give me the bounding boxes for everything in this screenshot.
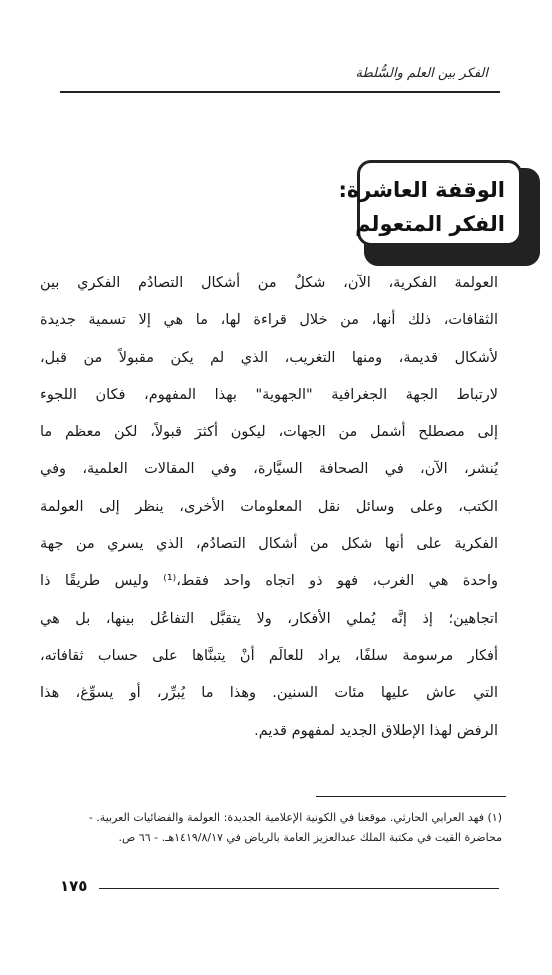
- page-number-rule: [99, 888, 499, 889]
- page-number: ١٧٥: [60, 877, 88, 895]
- header-rule: [60, 91, 500, 93]
- section-title-box: [338, 160, 522, 246]
- body-paragraph: [40, 265, 498, 750]
- section-title-line-1: الوقفة العاشرة:: [338, 178, 505, 202]
- body-line: واحدة هي الغرب، فهو ذو اتجاه واحد فقط،⁽¹⁾ وليس طريقًا ذا: [40, 573, 498, 590]
- body-line: الثقافات، ذلك أنها، من خلال قراءة لها، ما هي إلا تسمية جديدة: [40, 312, 498, 329]
- footnote-line-2: محاضرة القيت في مكتبة الملك عبدالعزيز العامة بالرياض في ١٤١٩/٨/١٧هـ. - ٦٦ ص.: [118, 831, 502, 844]
- footnote-line-1: (١) فهد العرابي الحارثي. موقعنا في الكونية الإعلامية الجديدة: العولمة والفضائيات العربية. -: [88, 811, 502, 824]
- body-line: التي عاش عليها مئات السنين. وهذا ما يُبرِّر، أو يسوِّغ، هذا: [40, 685, 498, 702]
- section-title-line-2: الفكر المتعولم: [355, 212, 505, 236]
- body-line: اتجاهين؛ إذ إنَّه يُملي الأفكار، ولا يتقبَّل التفاعُل بينها، بل هي: [40, 610, 498, 627]
- body-line: الكتب، وعلى وسائل نقل المعلومات الأخرى، ينظر إلى العولمة: [40, 498, 498, 515]
- body-line: لأشكال قديمة، ومنها التغريب، الذي لم يكن مقبولاً من قبل،: [40, 349, 498, 366]
- running-header: الفكر بين العلم والسُّلطة: [355, 66, 488, 81]
- body-line: العولمة الفكرية، الآن، شكلٌ من أشكال التصادُم الفكري بين: [40, 275, 498, 291]
- body-line: الرفض لهذا الإطلاق الجديد لمفهوم قديم.: [254, 722, 498, 739]
- body-line: إلى مصطلح أشمل من الجهات، ليكون أكثرَ قبولاً، لكن معظم ما: [40, 424, 498, 441]
- body-line: يُنشر، الآن، في الصحافة السيَّارة، وفي المقالات العلمية، وفي: [40, 461, 498, 478]
- body-line: الفكرية على أنها شكل من أشكال التصادُم، الذي يسري من جهة: [40, 536, 498, 553]
- body-line: أفكار مرسومة سلفًا، يراد للعالَم أنْ يتبنَّاها على حساب ثقافاته،: [40, 647, 498, 664]
- footnote: [40, 808, 502, 848]
- footnote-rule: [316, 796, 506, 797]
- body-line: لارتباط الجهة الجغرافية "الجهوية" بهذا المفهوم، فكان اللجوء: [40, 386, 498, 403]
